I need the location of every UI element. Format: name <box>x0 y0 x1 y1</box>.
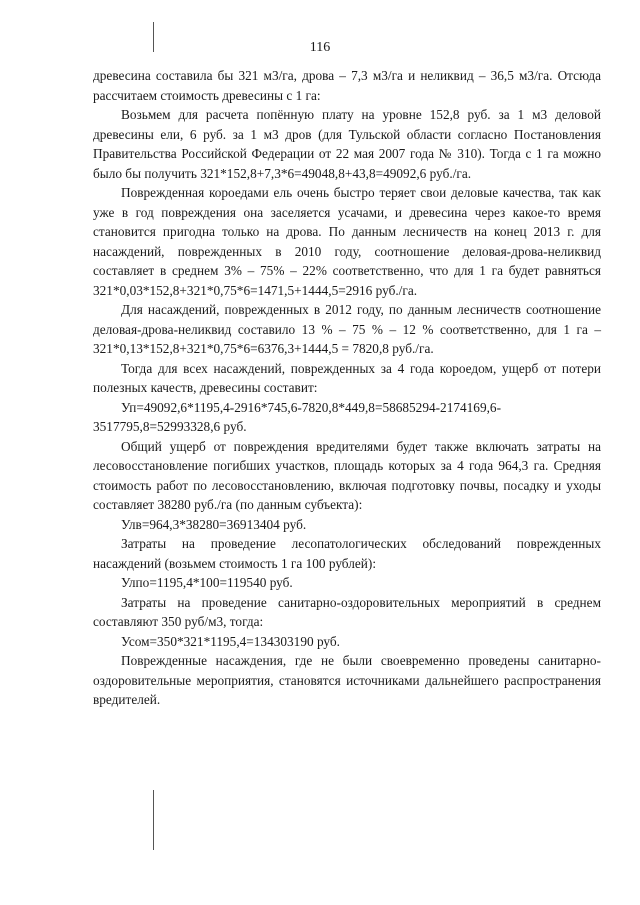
paragraph: Затраты на проведение лесопатологических обследований поврежденных насаждений (возьмем стоимость 1 га 100 рублей): <box>93 536 601 571</box>
page-number: 116 <box>309 40 331 55</box>
paragraph: Затраты на проведение санитарно-оздоровительных мероприятий в среднем составляют 350 руб/м3, тогда: <box>93 594 601 629</box>
paragraph: Для насаждений, поврежденных в 2012 году, по данным лесничеств соотношение деловая-дрова-неликвид составило 13 % – 75 % – 12 % соответственно, для 1 га – 321*0,13*152,8+321*0,75*6=6376,3+1444,5 = 7820,8 руб./га. <box>93 302 601 356</box>
document-body <box>93 66 601 710</box>
paragraph: Возьмем для расчета попённую плату на уровне 152,8 руб. за 1 м3 деловой древесины ели, 6 руб. за 1 м3 дров (для Тульской области согласно Постановления Правительства Российской Федерации от 22 мая 2007 года № 310). Тогда с 1 га можно было бы получить 321*152,8+7,3*6=49048,8+43,8=49092,6 руб./га. <box>93 107 601 181</box>
paragraph: Тогда для всех насаждений, поврежденных за 4 года короедом, ущерб от потери полезных качеств, древесины составит: <box>93 360 601 395</box>
paragraph: Поврежденные насаждения, где не были своевременно проведены санитарно-оздоровительные мероприятия, становятся источниками дальнейшего распространения вредителей. <box>93 653 601 707</box>
paragraph: Общий ущерб от повреждения вредителями будет также включать затраты на лесовосстановление погибших участков, площадь которых за 4 года 964,3 га. Средняя стоимость работ по лесовосстановлению, включая подготовку почвы, посадку и уходы составляет 38280 руб./га (по данным субъекта): <box>93 438 601 512</box>
formula-line: Уп=49092,6*1195,4-2916*745,6-7820,8*449,8=58685294-2174169,6-3517795,8=52993328,6 руб. <box>93 399 501 434</box>
paragraph: древесина составила бы 321 м3/га, дрова – 7,3 м3/га и неликвид – 36,5 м3/га. Отсюда рассчитаем стоимость древесины с 1 га: <box>93 68 601 103</box>
paragraph: Поврежденная короедами ель очень быстро теряет свои деловые качества, так как уже в год повреждения она заселяется усачами, и древесина через какое-то время становится пригодна только на дрова. По данным лесничеств на конец 2013 г. для насаждений, поврежденных в 2010 году, соотношение деловая-дрова-неликвид составляет в среднем 3% – 75% – 22% соответственно, что для 1 га будет равняться 321*0,03*152,8+321*0,75*6=1471,5+1444,5=2916 руб./га. <box>93 185 601 298</box>
formula-line: Усом=350*321*1195,4=134303190 руб. <box>121 633 340 649</box>
formula-line: Улв=964,3*38280=36913404 руб. <box>121 516 307 532</box>
scan-artifact-line <box>153 790 154 850</box>
formula-line: Улпо=1195,4*100=119540 руб. <box>121 575 293 590</box>
